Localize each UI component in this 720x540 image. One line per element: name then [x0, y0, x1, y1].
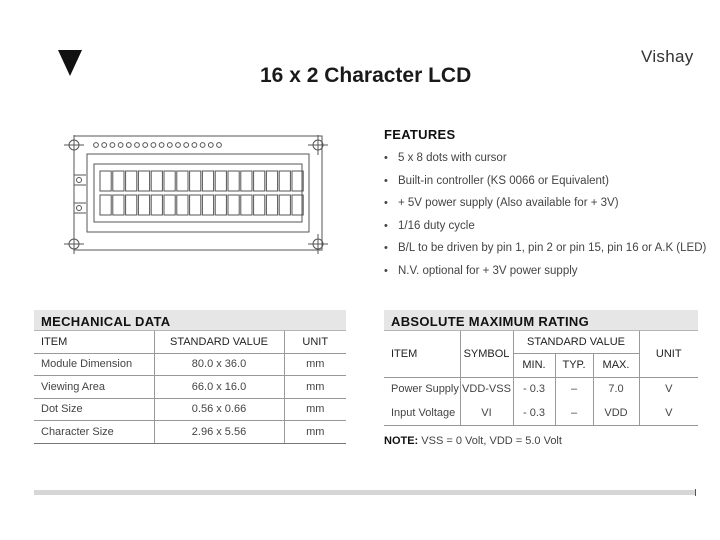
- lcd-pin: [126, 143, 131, 148]
- feature-item: • + 5V power supply (Also available for + 3V): [384, 195, 714, 218]
- lcd-pin: [118, 143, 123, 148]
- lcd-pin: [102, 143, 107, 148]
- cell-value: 2.96 x 5.56: [154, 421, 284, 444]
- cell-unit: mm: [284, 353, 346, 376]
- features-list: [384, 150, 714, 285]
- lcd-pin: [151, 143, 156, 148]
- lcd-char-cell: [126, 195, 137, 215]
- features-section: [384, 127, 714, 285]
- lcd-pin: [94, 143, 99, 148]
- lcd-char-cell: [100, 171, 111, 191]
- cell-value: 0.56 x 0.66: [154, 398, 284, 421]
- backlight-pin-a: [77, 178, 82, 183]
- lcd-pin: [184, 143, 189, 148]
- lcd-bezel: [87, 154, 309, 232]
- cell-unit: mm: [284, 398, 346, 421]
- column-header-unit: UNIT: [639, 331, 698, 377]
- cell-typ: –: [555, 377, 593, 401]
- lcd-pin: [200, 143, 205, 148]
- lcd-char-cell: [254, 195, 265, 215]
- table-row: [34, 421, 346, 444]
- lcd-char-cell: [113, 171, 124, 191]
- cell-item: Module Dimension: [34, 353, 154, 376]
- logo-triangle-icon: [58, 50, 82, 76]
- lcd-char-cell: [228, 171, 239, 191]
- lcd-pin: [217, 143, 222, 148]
- cell-typ: –: [555, 401, 593, 425]
- absolute-max-rating-heading: ABSOLUTE MAXIMUM RATING: [384, 310, 698, 331]
- lcd-char-cell: [266, 171, 277, 191]
- column-header-standard-value: STANDARD VALUE: [154, 331, 284, 353]
- mechanical-data-heading: MECHANICAL DATA: [34, 310, 346, 331]
- lcd-char-cell: [190, 171, 201, 191]
- cell-min: - 0.3: [513, 377, 555, 401]
- cell-unit: mm: [284, 376, 346, 399]
- lcd-outer-board: [74, 136, 322, 250]
- cell-value: 66.0 x 16.0: [154, 376, 284, 399]
- lcd-char-cell: [215, 171, 226, 191]
- feature-item: • 5 x 8 dots with cursor: [384, 150, 714, 173]
- column-header-unit: UNIT: [284, 331, 346, 353]
- lcd-pin: [159, 143, 164, 148]
- column-header-typ: TYP.: [555, 353, 593, 377]
- lcd-pin: [110, 143, 115, 148]
- column-header-item: ITEM: [34, 331, 154, 353]
- feature-item: • Built-in controller (KS 0066 or Equivalent): [384, 173, 714, 196]
- lcd-char-cell: [100, 195, 111, 215]
- cell-item: Power Supply: [384, 377, 460, 401]
- table-row: [34, 376, 346, 399]
- feature-item: • B/L to be driven by pin 1, pin 2 or pin 15, pin 16 or A.K (LED): [384, 240, 714, 263]
- table-header-row: [34, 331, 346, 353]
- note-label: NOTE:: [384, 435, 419, 447]
- lcd-pin: [135, 143, 140, 148]
- lcd-char-cell: [254, 171, 265, 191]
- feature-item: • 1/16 duty cycle: [384, 218, 714, 241]
- lcd-pin: [143, 143, 148, 148]
- lcd-char-cell: [279, 195, 290, 215]
- cell-item: Dot Size: [34, 398, 154, 421]
- table-row: [34, 398, 346, 421]
- lcd-pin-header: [94, 143, 222, 148]
- column-header-min: MIN.: [513, 353, 555, 377]
- feature-item: • N.V. optional for + 3V power supply: [384, 263, 714, 286]
- cell-item: Character Size: [34, 421, 154, 444]
- lcd-module-drawing: [60, 128, 332, 264]
- cell-unit: V: [639, 377, 698, 401]
- lcd-char-cell: [190, 195, 201, 215]
- voltage-note: [384, 435, 562, 447]
- cell-unit: V: [639, 401, 698, 425]
- lcd-char-cell: [164, 171, 175, 191]
- footer-divider: [34, 490, 696, 495]
- lcd-pin: [208, 143, 213, 148]
- backlight-pin-k: [77, 206, 82, 211]
- brand-name: Vishay: [641, 47, 694, 66]
- lcd-char-cell: [164, 195, 175, 215]
- lcd-char-cell: [202, 195, 213, 215]
- lcd-char-cell: [113, 195, 124, 215]
- lcd-char-cell: [151, 195, 162, 215]
- lcd-char-cell: [138, 171, 149, 191]
- lcd-char-cell: [266, 195, 277, 215]
- lcd-char-cell: [279, 171, 290, 191]
- table-row: [34, 353, 346, 376]
- lcd-pin: [176, 143, 181, 148]
- lcd-char-cell: [126, 171, 137, 191]
- cell-item: Input Voltage: [384, 401, 460, 425]
- lcd-char-cell: [241, 195, 252, 215]
- table-header-row: [384, 331, 698, 353]
- lcd-char-cell: [228, 195, 239, 215]
- cell-symbol: VDD-VSS: [460, 377, 513, 401]
- cell-item: Viewing Area: [34, 376, 154, 399]
- lcd-pin: [192, 143, 197, 148]
- absolute-max-rating-table: [384, 331, 698, 426]
- table-row: [384, 377, 698, 401]
- mechanical-data-table: [34, 331, 346, 444]
- column-header-max: MAX.: [593, 353, 639, 377]
- cell-symbol: VI: [460, 401, 513, 425]
- cell-value: 80.0 x 36.0: [154, 353, 284, 376]
- lcd-char-cell: [151, 171, 162, 191]
- page-title: 16 x 2 Character LCD: [260, 64, 472, 87]
- lcd-char-cell: [138, 195, 149, 215]
- note-text: VSS = 0 Volt, VDD = 5.0 Volt: [421, 435, 562, 447]
- table-row: [384, 401, 698, 425]
- lcd-char-cell: [202, 171, 213, 191]
- column-header-symbol: SYMBOL: [460, 331, 513, 377]
- lcd-char-cell: [177, 171, 188, 191]
- column-header-standard-value: STANDARD VALUE: [513, 331, 639, 353]
- cell-max: 7.0: [593, 377, 639, 401]
- lcd-char-cell: [215, 195, 226, 215]
- lcd-pin: [167, 143, 172, 148]
- footer-tick-mark: [695, 489, 696, 496]
- cell-unit: mm: [284, 421, 346, 444]
- features-heading: FEATURES: [384, 127, 456, 142]
- cell-min: - 0.3: [513, 401, 555, 425]
- column-header-item: ITEM: [391, 347, 418, 360]
- lcd-char-cell: [177, 195, 188, 215]
- lcd-char-cell: [241, 171, 252, 191]
- cell-max: VDD: [593, 401, 639, 425]
- lcd-character-grid: [100, 171, 303, 215]
